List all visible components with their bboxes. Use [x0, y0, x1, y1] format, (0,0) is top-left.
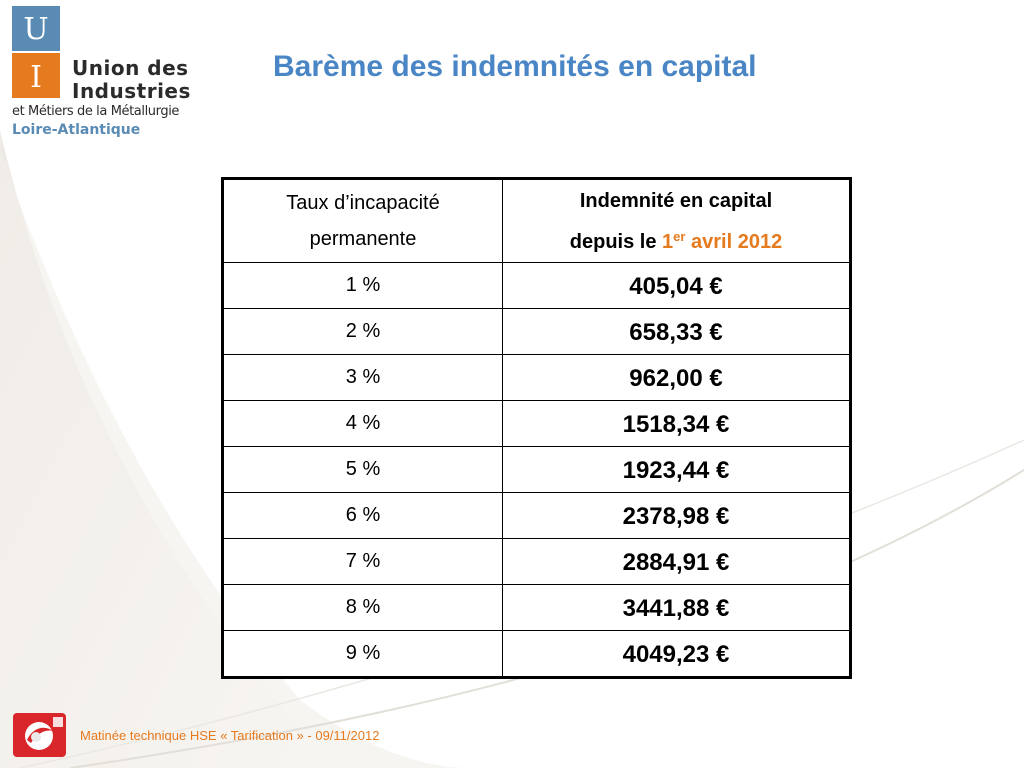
amount-cell: 2884,91 €	[503, 539, 851, 585]
logo-text-line1: Union des	[72, 56, 189, 80]
slide-title: Barème des indemnités en capital	[273, 50, 757, 83]
rate-cell: 8 %	[223, 585, 503, 631]
table-row	[223, 585, 851, 631]
table-row	[223, 539, 851, 585]
rate-cell: 3 %	[223, 355, 503, 401]
header-amount	[503, 179, 851, 263]
header-amount-date	[662, 228, 783, 253]
rate-cell: 5 %	[223, 447, 503, 493]
logo-letter-u: U	[23, 12, 49, 47]
table-header-row	[223, 179, 851, 263]
logo-text-line2: Industries	[72, 79, 191, 103]
compensation-table	[221, 177, 852, 679]
amount-cell: 1923,44 €	[503, 447, 851, 493]
rate-cell: 6 %	[223, 493, 503, 539]
header-rate-line2: permanente	[309, 228, 417, 250]
rate-cell: 4 %	[223, 401, 503, 447]
table-row	[223, 493, 851, 539]
logo-text-line3: et Métiers de la Métallurgie	[12, 104, 180, 119]
amount-cell: 3441,88 €	[503, 585, 851, 631]
table-row	[223, 631, 851, 678]
amount-cell: 4049,23 €	[503, 631, 851, 678]
header-date-rest: avril 2012	[685, 230, 783, 253]
header-amount-prefix: depuis le	[569, 230, 663, 253]
amount-cell: 405,04 €	[503, 263, 851, 309]
amount-cell: 1518,34 €	[503, 401, 851, 447]
table-row	[223, 263, 851, 309]
footer-caption: Matinée technique HSE « Tarification » - 09/11/2012	[80, 728, 380, 743]
table-row	[223, 355, 851, 401]
rate-cell: 1 %	[223, 263, 503, 309]
amount-cell: 962,00 €	[503, 355, 851, 401]
header-amount-line1: Indemnité en capital	[579, 189, 773, 212]
header-date-day: 1	[662, 230, 674, 253]
header-date-sup: er	[673, 228, 686, 244]
table-row	[223, 447, 851, 493]
logo-mark	[12, 6, 60, 98]
amount-cell: 2378,98 €	[503, 493, 851, 539]
table-row	[223, 309, 851, 355]
rate-cell: 9 %	[223, 631, 503, 678]
rate-cell: 2 %	[223, 309, 503, 355]
footer-logo-icon	[13, 713, 66, 757]
amount-cell: 658,33 €	[503, 309, 851, 355]
rate-cell: 7 %	[223, 539, 503, 585]
logo-region: Loire-Atlantique	[12, 122, 141, 138]
logo-letter-i: I	[30, 60, 42, 95]
header-rate	[223, 179, 503, 263]
header-rate-line1: Taux d’incapacité	[286, 192, 440, 214]
table-row	[223, 401, 851, 447]
